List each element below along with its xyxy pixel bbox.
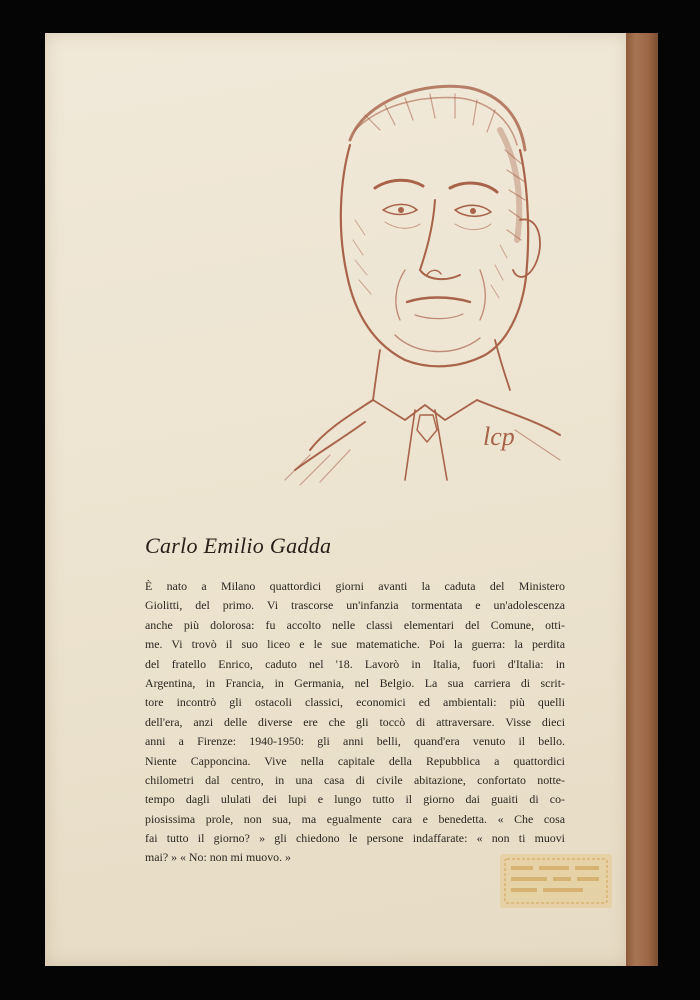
bio-line: anni a Firenze: 1940-1950: gli anni belli, quand'era venuto il bello. <box>145 734 565 749</box>
bio-line: Argentina, in Francia, in Germania, nel Belgio. La sua carriera di scrit- <box>145 675 565 690</box>
bio-line: anche più dolorosa: fu accolto nelle classi elementari del Comune, otti- <box>145 617 565 632</box>
bio-line: Giolitti, del primo. Vi trascorse un'infanzia tormentata e un'adolescenza <box>145 598 565 613</box>
author-biography <box>145 577 565 868</box>
author-portrait-sketch <box>255 70 585 490</box>
book-spine <box>626 33 658 966</box>
price-sticker-residue <box>497 850 615 912</box>
bio-line: mai? » « No: non mi muovo. » <box>145 850 291 865</box>
portrait-signature: lcp <box>483 422 515 451</box>
bio-line: Niente Capponcina. Vive nella capitale della Repubblica a quattordici <box>145 753 565 768</box>
bio-line: fai tutto il giorno? » gli chiedono le persone indaffarate: « non ti muovi <box>145 831 565 846</box>
bio-line: del fratello Enrico, caduto nel '18. Lavorò in Italia, fuori d'Italia: in <box>145 656 565 671</box>
bio-line: dell'era, anzi delle diverse ere che gli toccò di attraversare. Visse dieci <box>145 714 565 729</box>
bio-line: tore incontrò gli ostacoli classici, economici ed ambientali: più quelli <box>145 695 565 710</box>
bio-line: piosissima prole, non sua, ma egualmente cara e benedetta. « Che cosa <box>145 811 565 826</box>
bio-line: tempo dagli ululati dei lupi e lungo tutto il giorno dai guaiti di co- <box>145 792 565 807</box>
bio-line: chilometri dal centro, in una casa di civile abitazione, confortato notte- <box>145 772 565 787</box>
bio-line: È nato a Milano quattordici giorni avanti la caduta del Ministero <box>145 579 565 593</box>
author-name-heading: Carlo Emilio Gadda <box>145 533 332 558</box>
bio-line: me. Vi trovò il suo liceo e le sue matematiche. Poi la guerra: la perdita <box>145 637 565 652</box>
